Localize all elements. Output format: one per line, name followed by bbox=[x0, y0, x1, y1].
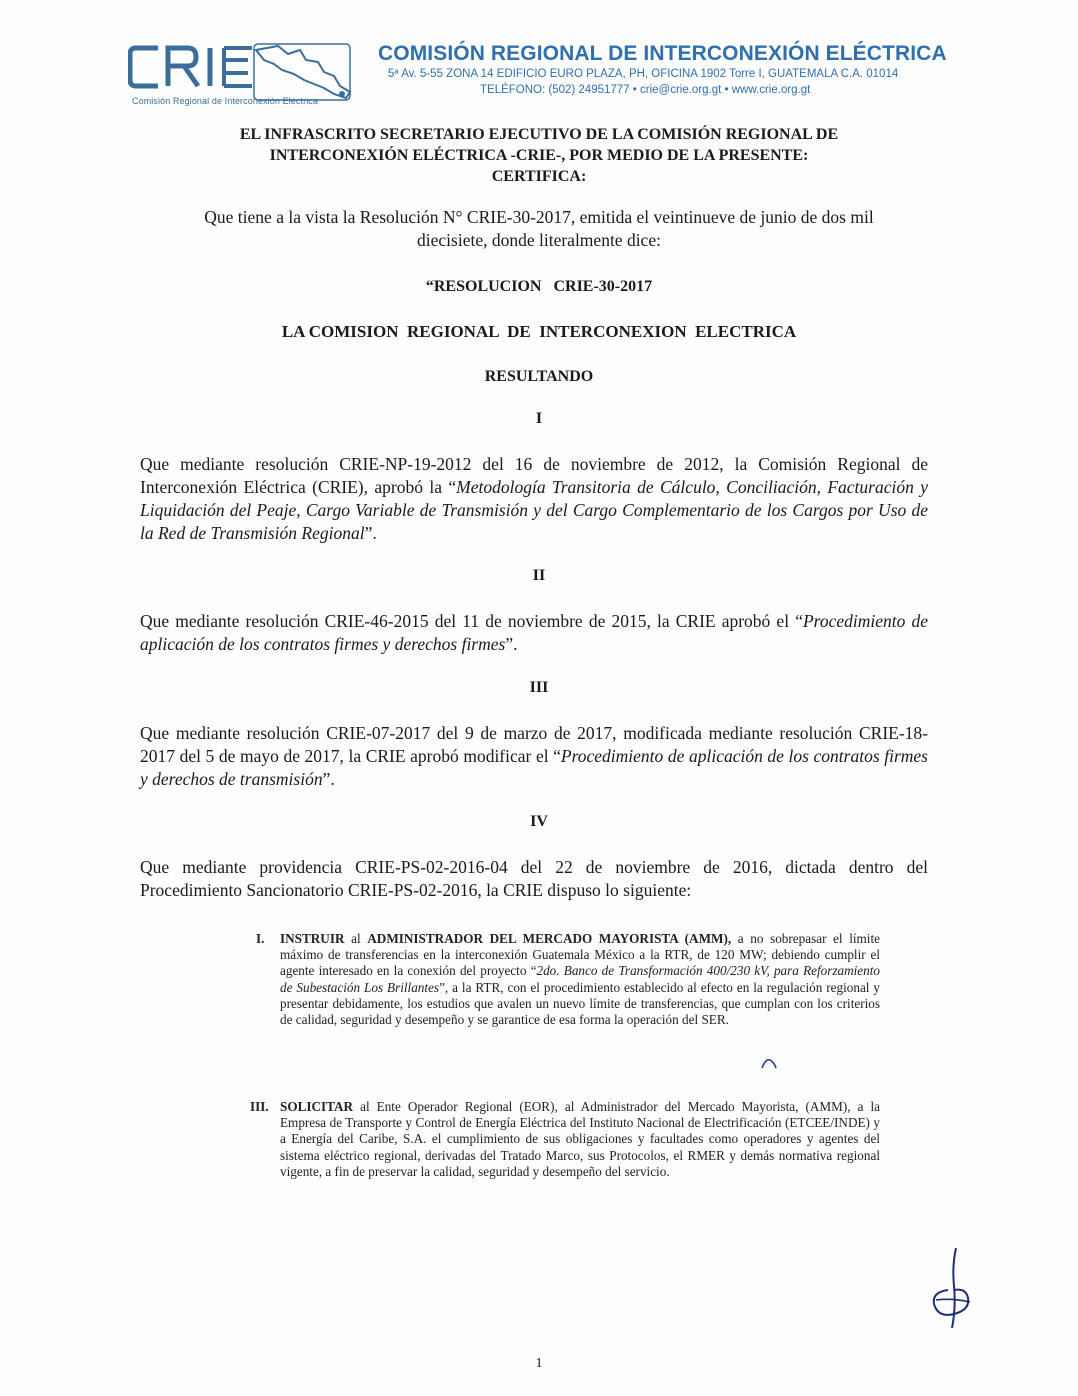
resultando-3-italic: Procedimiento de aplicación de los contratos firmes y derechos de transmisión bbox=[140, 746, 928, 789]
logo-subtitle: Comisión Regional de Interconexión Eléctrica bbox=[132, 96, 318, 106]
provision-1-text-end: ”, a la RTR, con el procedimiento establecido al efecto en la regulación regional y presentar debidamente, los estudios que avalen un nuevo límite de transferencias, que cumplan con los criterios de calidad, seguridad y desempeño y se garantice de esa forma la operación del SER. bbox=[280, 979, 880, 1028]
resultando-2-italic: Procedimiento de aplicación de los contratos firmes y derechos firmes bbox=[140, 611, 928, 654]
resultando-numeral-3: III bbox=[529, 679, 549, 696]
provision-1-number: I. bbox=[256, 931, 265, 946]
provision-1-mid: al bbox=[344, 931, 368, 946]
resultando-paragraph-1 bbox=[140, 453, 928, 545]
commission-title: LA COMISION REGIONAL DE INTERCONEXION ELECTRICA bbox=[281, 322, 797, 341]
provision-item-3 bbox=[250, 1099, 880, 1180]
resultando-1-end: ”. bbox=[364, 523, 377, 543]
provision-3-text: al Ente Operador Regional (EOR), al Administrador del Mercado Mayorista, (AMM), a la Empresa de Transporte y Control de Energía Eléctrica del Instituto Nacional de Electrificación (ETCEE/INDE) y a Energía del Caribe, S.A. el cumplimiento de sus obligaciones y facultades como operadores y agentes del sistema eléctrico regional, derivadas del Tratado Marco, sus Protocolos, el RMER y demás normativa regional vigente, a fin de preservar la calidad, seguridad y desempeño del servicio. bbox=[280, 1099, 880, 1179]
provision-3-lead: SOLICITAR bbox=[280, 1099, 354, 1114]
resultando-numeral-2: II bbox=[532, 567, 546, 584]
intro-line-1: Que tiene a la vista la Resolución N° CRIE-30-2017, emitida el veintinueve de junio de dos mil bbox=[204, 207, 874, 227]
certificate-header-line-2: INTERCONEXIÓN ELÉCTRICA -CRIE-, POR MEDIO DE LA PRESENTE: bbox=[269, 147, 809, 164]
provision-1-italic: 2do. Banco de Transformación 400/230 kV, para Reforzamiento de Subestación Los Brillantes bbox=[280, 963, 880, 995]
organization-contact: TELÉFONO: (502) 24951777 • crie@crie.org.gt • www.crie.org.gt bbox=[480, 84, 811, 96]
resultando-paragraph-2 bbox=[140, 610, 928, 656]
ink-mark bbox=[760, 1056, 780, 1070]
resolution-title: “RESOLUCION CRIE-30-2017 bbox=[425, 278, 653, 295]
resultando-2-end: ”. bbox=[505, 634, 518, 654]
page-number: 1 bbox=[535, 1356, 543, 1371]
handwritten-initial bbox=[926, 1246, 978, 1330]
resultando-3-end: ”. bbox=[322, 769, 335, 789]
provision-1-text: a no sobrepasar el límite máximo de transferencias en la interconexión Guatemala México a la RTR, de 120 MW; debiendo cumplir el agente interesado en la conexión del proyecto “ bbox=[280, 931, 880, 979]
intro-line-2: diecisiete, donde literalmente dice: bbox=[417, 230, 661, 250]
resultando-paragraph-3 bbox=[140, 722, 928, 791]
organization-address: 5ª Av. 5-55 ZONA 14 EDIFICIO EURO PLAZA, PH, OFICINA 1902 Torre I, GUATEMALA C.A. 01014 bbox=[388, 68, 899, 80]
provision-1-lead: INSTRUIR bbox=[280, 931, 345, 946]
resultando-1-text: Que mediante resolución CRIE-NP-19-2012 del 16 de noviembre de 2012, la Comisión Regional de Interconexión Eléctrica (CRIE), aprobó la “ bbox=[140, 454, 928, 497]
resultando-1-italic: Metodología Transitoria de Cálculo, Conciliación, Facturación y Liquidación del Peaje, Cargo Variable de Transmisión y del Cargo Complementario de los Cargos por Uso de la Red de Transmisión Regional bbox=[140, 477, 928, 543]
resultando-numeral-4: IV bbox=[530, 813, 548, 830]
resultando-4-text: Que mediante providencia CRIE-PS-02-2016-04 del 22 de noviembre de 2016, dictada dentro del Procedimiento Sancionatorio CRIE-PS-02-2016, la CRIE dispuso lo siguiente: bbox=[140, 857, 928, 900]
provision-3-number: III. bbox=[250, 1099, 269, 1114]
certificate-header-line-3: CERTIFICA: bbox=[491, 168, 587, 185]
resultando-paragraph-4 bbox=[140, 856, 928, 902]
section-title: RESULTANDO bbox=[484, 368, 594, 385]
provision-item-1 bbox=[256, 931, 880, 1028]
organization-name: COMISIÓN REGIONAL DE INTERCONEXIÓN ELÉCTRICA bbox=[378, 42, 947, 65]
resultando-3-text: Que mediante resolución CRIE-07-2017 del 9 de marzo de 2017, modificada mediante resolución CRIE-18-2017 del 5 de mayo de 2017, la CRIE aprobó modificar el “ bbox=[140, 723, 928, 766]
resultando-2-text: Que mediante resolución CRIE-46-2015 del 11 de noviembre de 2015, la CRIE aprobó el “ bbox=[140, 611, 803, 631]
certificate-header-line-1: EL INFRASCRITO SECRETARIO EJECUTIVO DE LA COMISIÓN REGIONAL DE bbox=[239, 126, 839, 143]
resultando-numeral-1: I bbox=[535, 410, 543, 427]
provision-1-entity: ADMINISTRADOR DEL MERCADO MAYORISTA (AMM), bbox=[367, 931, 732, 946]
